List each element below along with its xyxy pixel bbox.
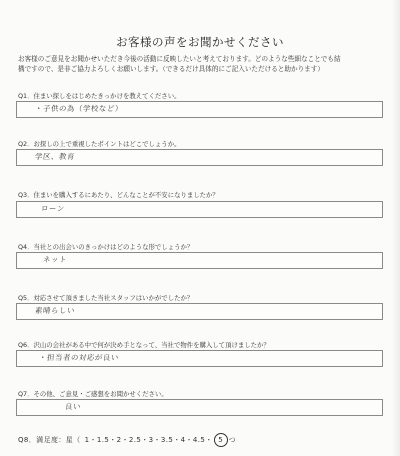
question-1-answer: ・子供の為（学校など） xyxy=(34,104,124,113)
rating-options xyxy=(85,436,229,444)
question-6-answer-box[interactable] xyxy=(16,350,383,367)
satisfaction-rating xyxy=(18,433,236,447)
question-5-answer-box[interactable] xyxy=(16,303,383,320)
question-7-label: Q7．その他、ご意見・ご感想をお聞かせください。 xyxy=(18,390,168,398)
intro-text xyxy=(18,54,388,74)
question-7-answer: 良い xyxy=(64,402,82,411)
question-1-label: Q1．住まい探しをはじめたきっかけを教えてください。 xyxy=(18,92,181,100)
rating-option-2-5[interactable]: 2.5 xyxy=(128,436,142,444)
intro-line-1: お客様のご意見をお聞かせいただき今後の活動に反映したいと考えております。どのような些細なことでも結 xyxy=(18,55,341,63)
rating-option-4-5[interactable]: 4.5 xyxy=(192,436,206,444)
question-4-label: Q4．当社との出会いのきっかけはどのような形でしょうか？ xyxy=(18,243,194,251)
rating-separator: ・ xyxy=(141,436,149,444)
rating-separator: ・ xyxy=(173,436,181,444)
question-6-answer: ・担当者の対応が良い xyxy=(38,353,120,362)
rating-option-4[interactable]: 4 xyxy=(180,436,186,444)
rating-option-5[interactable]: 5 xyxy=(214,433,228,447)
question-3-answer-box[interactable] xyxy=(16,201,383,218)
rating-separator: ・ xyxy=(153,436,161,444)
question-2-label: Q2．お探しの上で重視したポイントはどこでしょうか。 xyxy=(18,140,181,148)
rating-option-2[interactable]: 2 xyxy=(116,436,122,444)
rating-separator: ・ xyxy=(89,436,97,444)
question-7-answer-box[interactable] xyxy=(16,399,383,416)
question-4-answer-box[interactable] xyxy=(16,252,383,269)
rating-separator: ・ xyxy=(205,436,213,444)
rating-separator: ・ xyxy=(185,436,193,444)
question-6-label: Q6．沢山の会社がある中で何が決め手となって、当社で物件を購入して頂けましたか？ xyxy=(18,341,270,349)
rating-option-1-5[interactable]: 1.5 xyxy=(96,436,110,444)
question-5-label: Q5．対応させて頂きました当社スタッフはいかがでしたか？ xyxy=(18,294,194,302)
question-1-answer-box[interactable] xyxy=(16,101,383,118)
page-title: お客様の声をお聞かせください xyxy=(116,35,284,49)
rating-option-1[interactable]: 1 xyxy=(84,436,90,444)
rating-option-3[interactable]: 3 xyxy=(148,436,154,444)
scan-shadow xyxy=(392,0,400,456)
question-3-label: Q3．住まいを購入するにあたり、どんなことが不安になりましたか？ xyxy=(18,191,219,199)
question-5-answer: 素晴らしい xyxy=(34,306,76,315)
rating-label: Q8．満足度：星（ xyxy=(18,436,81,444)
rating-separator: ・ xyxy=(121,436,129,444)
rating-separator: ・ xyxy=(109,436,117,444)
question-2-answer: 学区、教育 xyxy=(34,152,76,161)
rating-suffix: つ xyxy=(228,436,237,444)
question-4-answer: ネット xyxy=(42,255,68,264)
intro-line-2: 構ですので、是非ご協力よろしくお願いします。（できるだけ具体的にご記入いただけると助かります） xyxy=(18,65,324,74)
rating-option-3-5[interactable]: 3.5 xyxy=(160,436,174,444)
question-3-answer: ローン xyxy=(40,204,66,213)
question-2-answer-box[interactable] xyxy=(16,149,383,166)
